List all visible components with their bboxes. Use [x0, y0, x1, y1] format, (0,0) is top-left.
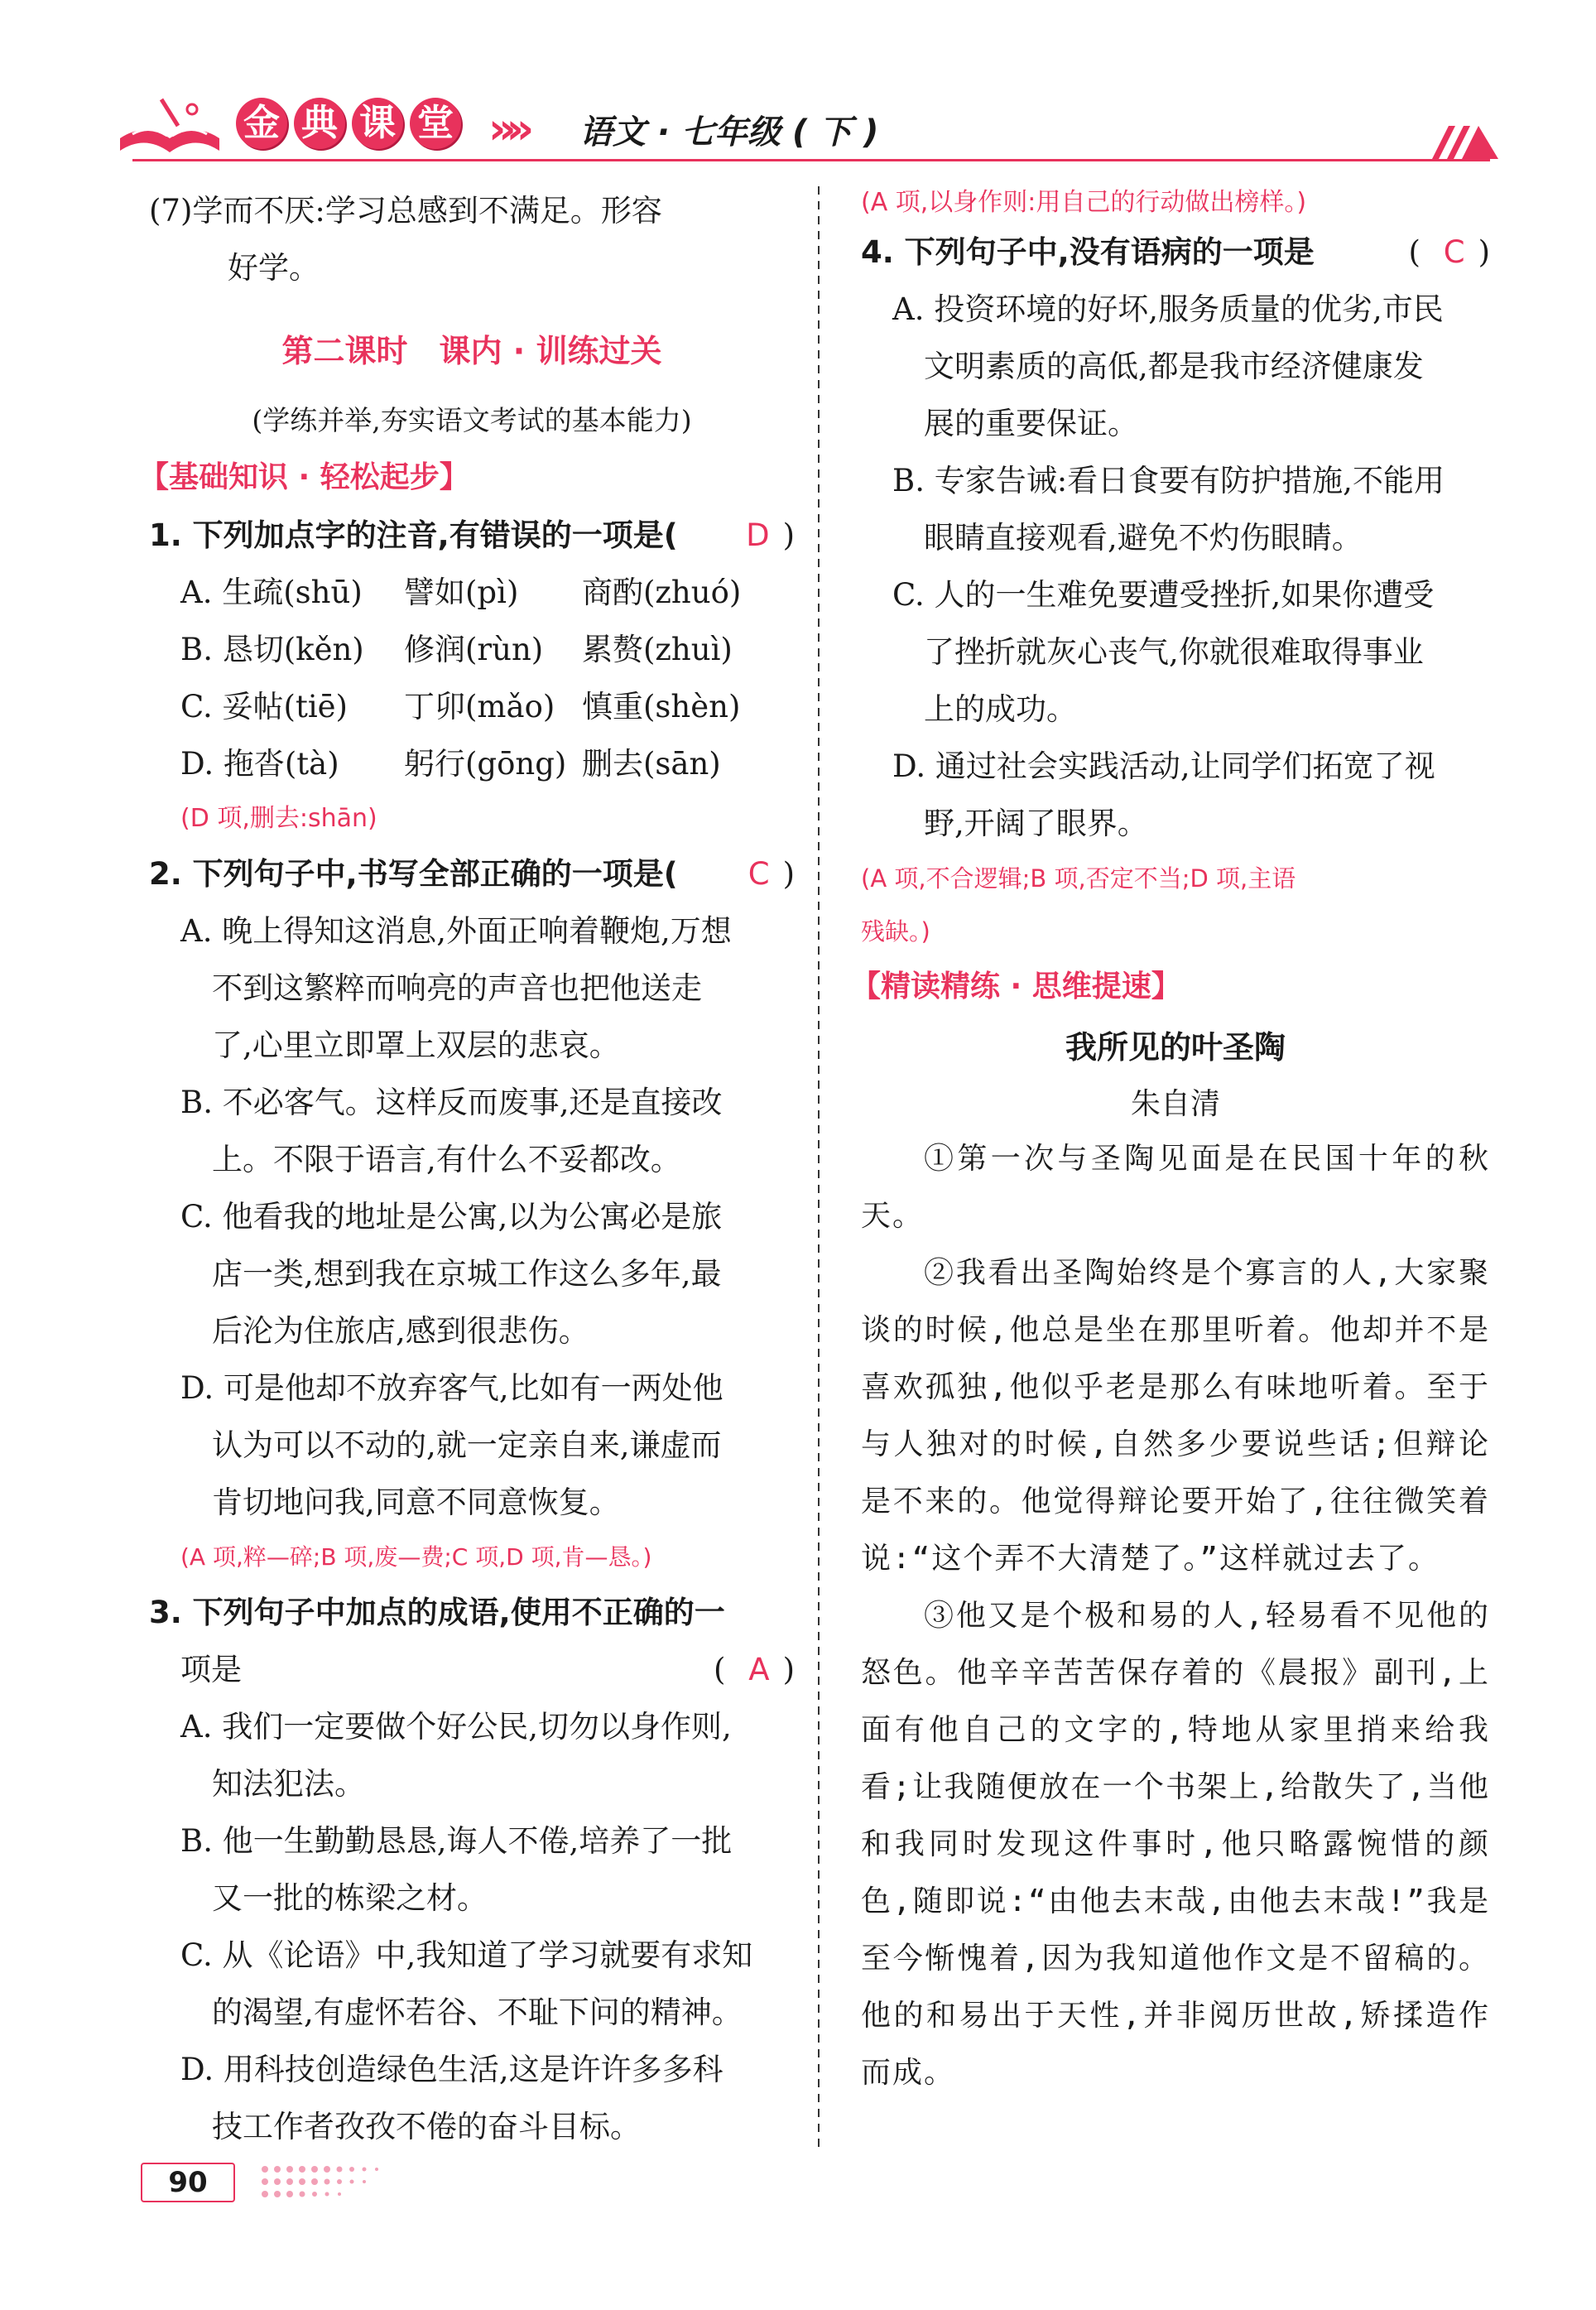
option-line: C. 从《论语》中,我知道了学习就要有求知 [180, 1937, 753, 1973]
option-row [180, 735, 795, 792]
option-line: 店一类,想到我在京城工作这么多年,最 [212, 1256, 722, 1292]
option-cell: 躬行(gōng) [404, 746, 567, 782]
brand-char: 堂 [410, 98, 461, 149]
option-cell: 慎重(shèn) [582, 689, 741, 724]
option-line: D. 通过社会实践活动,让同学们拓宽了视 [892, 748, 1435, 784]
answer-mark: C [1443, 234, 1465, 270]
paren-close: ) [782, 517, 795, 553]
article-title: 我所见的叶圣陶 [1065, 1029, 1286, 1066]
option-line: 展的重要保证。 [924, 406, 1138, 441]
option-line: 了,心里立即罩上双层的悲哀。 [212, 1027, 620, 1063]
option-cell: D. 拖沓(tà) [180, 746, 339, 782]
answer-explanation: (A 项,不合逻辑;B 项,否定不当;D 项,主语 [861, 864, 1296, 893]
question-4: 4. 下列句子中,没有语病的一项是 ( C ) [861, 224, 1490, 281]
option-line: 不到这繁粹而响亮的声音也把他送走 [212, 970, 702, 1006]
article-author: 朱自清 [1130, 1087, 1220, 1121]
option-line: 又一批的栋梁之材。 [212, 1880, 488, 1916]
q2-options [149, 902, 795, 1584]
option-line: D. 用科技创造绿色生活,这是许许多多科 [180, 2052, 723, 2087]
q4-options [861, 281, 1490, 852]
question-1 [149, 507, 795, 564]
answer-explanation: (D 项,删去:shān) [180, 804, 377, 833]
option-cell: 删去(sān) [582, 746, 721, 782]
question-2 [149, 845, 795, 902]
brand-title [236, 98, 461, 149]
option-line: A. 我们一定要做个好公民,切勿以身作则, [180, 1709, 732, 1745]
answer-mark: A [748, 1652, 770, 1687]
option-row [180, 564, 795, 621]
option-cell: 修润(rùn) [404, 632, 544, 667]
option-line: B. 专家告诫:看日食要有防护措施,不能用 [892, 463, 1445, 498]
book-logo-icon [116, 93, 224, 159]
option-line: 肯切地问我,同意不同意恢复。 [212, 1485, 620, 1520]
option-line: D. 可是他却不放弃客气,比如有一两处他 [180, 1370, 723, 1406]
brand-char: 课 [352, 98, 403, 149]
option-row [180, 678, 795, 735]
brand-char: 典 [294, 98, 345, 149]
answer-explanation: 残缺。) [861, 917, 930, 946]
section-title: 第二课时 课内 · 训练过关 [281, 333, 662, 369]
option-cell: 商酌(zhuó) [582, 575, 742, 610]
left-column [139, 182, 795, 2155]
answer-mark: C [748, 856, 770, 892]
option-cell: 累赘(zhuì) [582, 632, 733, 667]
column-divider [815, 186, 822, 2149]
header-rule [132, 159, 1490, 161]
right-column [851, 182, 1490, 2101]
article-paragraph: ②我看出圣陶始终是个寡言的人,大家聚谈的时候,他总是坐在那里听着。他却并不是喜欢孤独,他似乎老是那么有味地听着。至于与人独对的时候,自然多少要说些话;但辩论是不来的。他觉得辩论要开始了,往往微笑着说:“这个弄不大清楚了。”这样就过去了。 [861, 1256, 1490, 1576]
section-subtitle: (学练并举,夯实语文考试的基本能力) [252, 404, 692, 436]
option-line: 技工作者孜孜不倦的奋斗目标。 [212, 2109, 641, 2144]
article-paragraph: ①第一次与圣陶见面是在民国十年的秋天。 [861, 1142, 1490, 1233]
option-line: 野,开阔了眼界。 [924, 806, 1148, 841]
answer-explanation: (A 项,粹—碎;B 项,废—费;C 项,D 项,肯—恳。) [180, 1543, 652, 1571]
option-cell: 丁卯(mǎo) [404, 689, 555, 724]
option-line: 认为可以不动的,就一定亲自来,谦虚而 [212, 1427, 722, 1463]
prev-item-line: 好学。 [228, 250, 320, 286]
section-tag-reading: 【精读精练 · 思维提速】 [851, 970, 1181, 1003]
option-line: 上。不限于语言,有什么不妥都改。 [212, 1142, 681, 1177]
option-line: 后沦为住旅店,感到很悲伤。 [212, 1313, 589, 1349]
question-3: 项是 ( A ) [149, 1641, 795, 1698]
section-tag-basic: 【基础知识 · 轻松起步】 [139, 460, 469, 494]
question-3-stem: 3. 下列句子中加点的成语,使用不正确的一 [149, 1595, 725, 1630]
question-stem: 2. 下列句子中,书写全部正确的一项是( [149, 856, 678, 892]
option-line: C. 他看我的地址是公寓,以为公寓必是旅 [180, 1199, 723, 1234]
option-line: 知法犯法。 [212, 1766, 365, 1802]
question-stem: 4. 下列句子中,没有语病的一项是 [861, 234, 1315, 270]
question-stem: 1. 下列加点字的注音,有错误的一项是( [149, 517, 678, 553]
option-line: 了挫折就灰心丧气,你就很难取得事业 [924, 634, 1424, 670]
answer-mark: D [746, 517, 770, 553]
option-line: B. 不必客气。这样反而废事,还是直接改 [180, 1085, 723, 1120]
answer-explanation: (A 项,以身作则:用自己的行动做出榜样。) [861, 188, 1307, 217]
option-line: C. 人的一生难免要遭受挫折,如果你遭受 [892, 577, 1435, 613]
page-number: 90 [141, 2163, 235, 2202]
option-line: A. 投资环境的好坏,服务质量的优劣,市民 [892, 291, 1444, 327]
option-cell: C. 妥帖(tiē) [180, 689, 348, 724]
option-row [180, 621, 795, 678]
option-line: B. 他一生勤勤恳恳,诲人不倦,培养了一批 [180, 1823, 733, 1859]
article-paragraph: ③他又是个极和易的人,轻易看不见他的怒色。他辛辛苦苦保存着的《晨报》副刊,上面有他自己的文字的,特地从家里捎来给我看;让我随便放在一个书架上,给散失了,当他和我同时发现这件事时,他只略露惋惜的颜色,随即说:“由他去末哉,由他去末哉!”我是至今惭愧着,因为我知道他作文是不留稿的。他的和易出于天性,并非阅历世故,矫揉造作而成。 [861, 1599, 1490, 2090]
paren-close: ) [782, 856, 795, 892]
option-cell: 譬如(pì) [404, 575, 519, 610]
prev-item-line: (7)学而不厌:学习总感到不满足。形容 [149, 193, 662, 229]
question-stem: 项是 [180, 1652, 242, 1687]
option-line: A. 晚上得知这消息,外面正响着鞭炮,万想 [180, 913, 732, 949]
q1-options [149, 564, 795, 845]
option-line: 眼睛直接观看,避免不灼伤眼睛。 [924, 520, 1363, 556]
dots-decoration-icon [257, 2161, 505, 2211]
q3-options [149, 1698, 795, 2155]
subject-label: 语文 · 七年级 ( 下 ) [579, 113, 879, 152]
option-cell: B. 恳切(kěn) [180, 632, 364, 667]
option-line: 的渴望,有虚怀若谷、不耻下问的精神。 [212, 1995, 743, 2030]
brand-char: 金 [236, 98, 287, 149]
option-line: 上的成功。 [924, 691, 1077, 727]
page-header [0, 0, 1596, 182]
chevron-right-icon: »» [488, 104, 525, 154]
stripes-decoration-icon [1424, 123, 1498, 159]
option-cell: A. 生疏(shū) [180, 575, 363, 610]
option-line: 文明素质的高低,都是我市经济健康发 [924, 349, 1424, 384]
